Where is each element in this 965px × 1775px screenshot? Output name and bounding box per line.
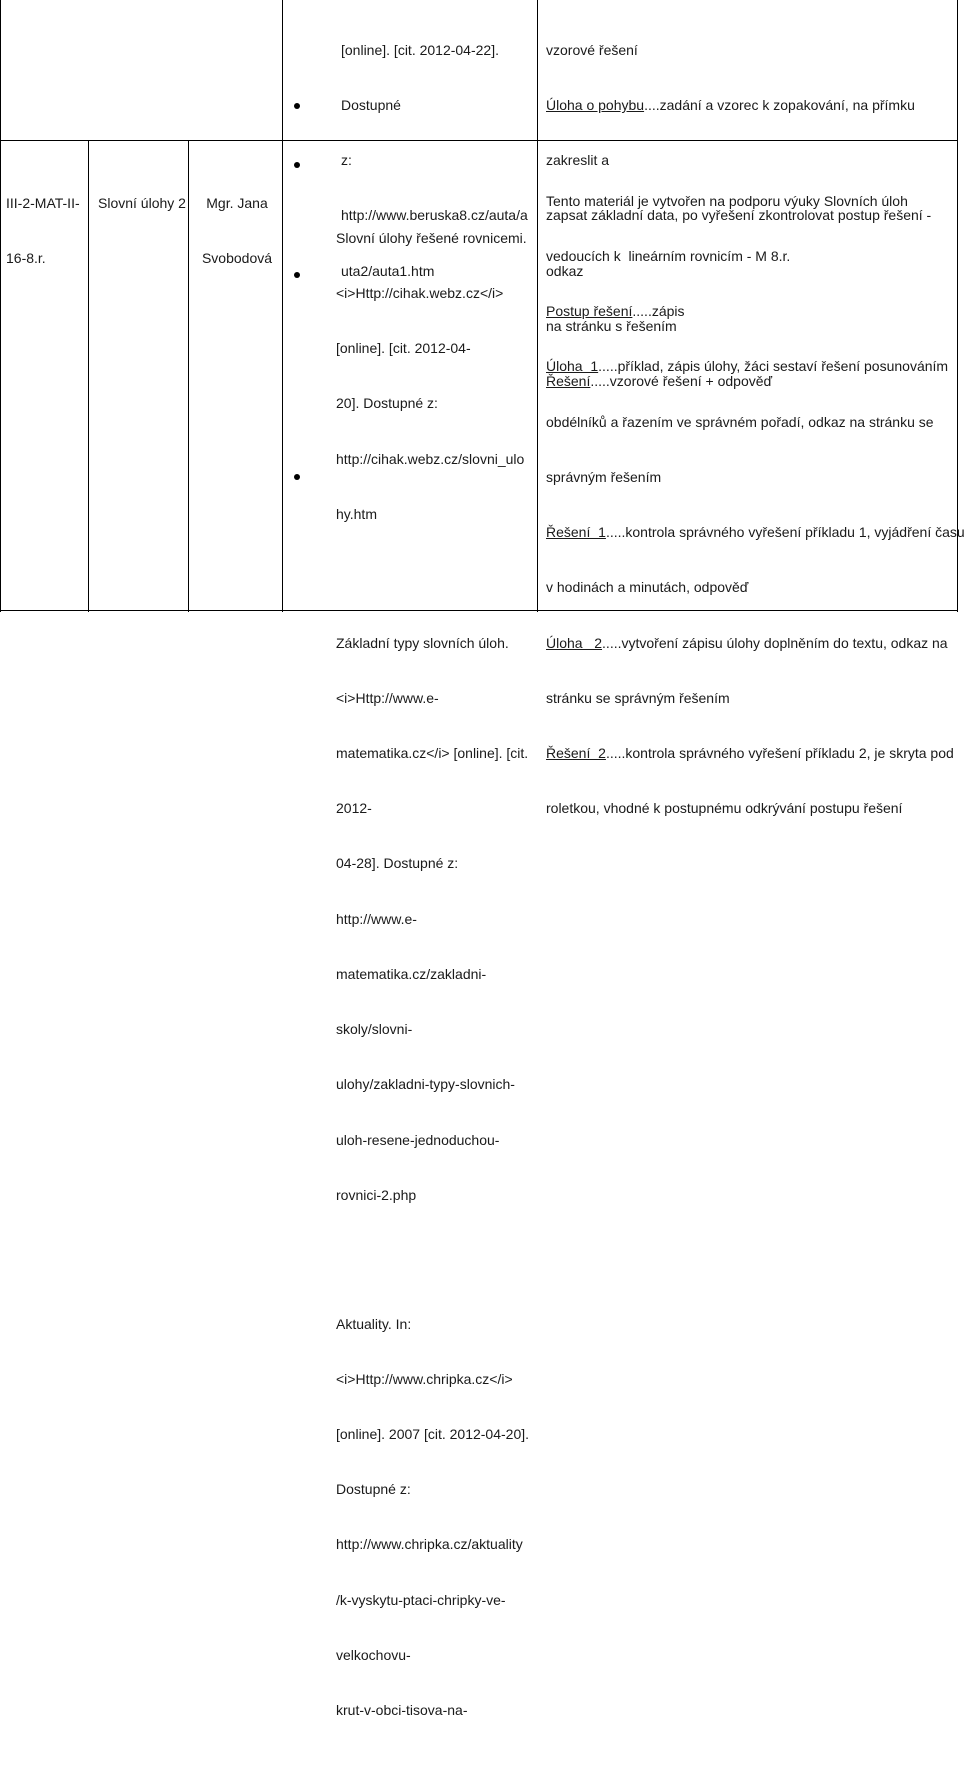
source-line: 04-28]. Dostupné z: bbox=[336, 855, 459, 872]
desc-line: v hodinách a minutách, odpověď bbox=[546, 579, 749, 596]
source-line: <i>Http://cihak.webz.cz</i> bbox=[336, 284, 504, 301]
desc-line: zapsat základní data, po vyřešení zkontrolovat postup řešení - bbox=[546, 207, 932, 224]
desc-line: obdélníků a řazením ve správném pořadí, odkaz na stránku se bbox=[546, 413, 934, 430]
source-line: matematika.cz/zakladni- bbox=[336, 965, 487, 982]
table-border-left bbox=[0, 0, 1, 612]
source-line: [online]. [cit. 2012-04- bbox=[336, 340, 471, 357]
col-divider-3 bbox=[282, 0, 283, 612]
citation-line: Dostupné bbox=[341, 97, 401, 114]
list-bullet bbox=[294, 272, 300, 278]
col-divider-2 bbox=[188, 140, 189, 612]
desc-line: na stránku s řešením bbox=[546, 317, 677, 334]
citation-line: z: bbox=[341, 152, 352, 169]
col-divider-4 bbox=[537, 0, 538, 612]
material-title: Slovní úlohy 2 bbox=[98, 194, 186, 211]
source-2 bbox=[336, 597, 529, 1241]
desc-line: vzorové řešení bbox=[546, 41, 638, 58]
desc-line: odkaz bbox=[546, 262, 584, 279]
reseni-1-link[interactable]: Řešení 1 bbox=[546, 524, 606, 541]
source-line: velkochovu- bbox=[336, 1646, 411, 1663]
desc-line: Úloha 1.....příklad, zápis úlohy, žáci sestaví řešení posunováním bbox=[546, 358, 949, 375]
source-line: Základní typy slovních úloh. bbox=[336, 634, 509, 651]
reseni-2-link[interactable]: Řešení 2 bbox=[546, 745, 606, 761]
source-line: ulohy/zakladni-typy-slovnich- bbox=[336, 1076, 515, 1093]
source-line: [online]. 2007 [cit. 2012-04-20]. bbox=[336, 1426, 530, 1443]
source-line: http://www.chripka.cz/aktuality bbox=[336, 1536, 523, 1553]
source-line: uloh-resene-jednoduchou- bbox=[336, 1131, 500, 1148]
uloha-1-link[interactable]: Úloha 1 bbox=[546, 358, 599, 375]
postup-reseni-link[interactable]: Postup řešení bbox=[546, 303, 633, 320]
citation-line: http://www.beruska8.cz/auta/a bbox=[341, 207, 528, 224]
uloha-2-link[interactable]: Úloha 2 bbox=[546, 634, 603, 651]
desc-line: Řešení.....vzorové řešení + odpověď bbox=[546, 373, 773, 390]
desc-line: Řešení 1.....kontrola správného vyřešení příkladu 1, vyjádření času bbox=[546, 524, 965, 541]
source-line: <i>Http://www.chripka.cz</i> bbox=[336, 1370, 513, 1387]
material-code-grade: 16-8.r. bbox=[6, 250, 46, 267]
source-line: skoly/slovni- bbox=[336, 1021, 413, 1038]
source-1 bbox=[336, 192, 529, 560]
list-bullet bbox=[294, 162, 300, 168]
uloha-link[interactable]: Úloha o pohybu bbox=[546, 97, 645, 114]
description-cell bbox=[546, 155, 965, 836]
list-bullet bbox=[294, 474, 300, 480]
citation-line: [online]. [cit. 2012-04-22]. bbox=[341, 41, 499, 58]
list-bullet bbox=[294, 103, 300, 109]
source-line: http://www.e- bbox=[336, 910, 417, 927]
citation-line: uta2/auta1.htm bbox=[341, 262, 435, 279]
source-line: 2012- bbox=[336, 800, 372, 817]
sources-cell bbox=[336, 155, 529, 1775]
source-line: krut-v-obci-tisova-na- bbox=[336, 1702, 468, 1719]
desc-line: zakreslit a bbox=[546, 152, 610, 169]
reseni-link[interactable]: Řešení bbox=[546, 373, 591, 390]
desc-line: správným řešením bbox=[546, 468, 662, 485]
desc-line: Úloha o pohybu....zadání a vzorec k zopakování, na přímku bbox=[546, 97, 915, 114]
col-divider-1 bbox=[88, 140, 89, 612]
desc-line: Úloha 2.....vytvoření zápisu úlohy doplněním do textu, odkaz na bbox=[546, 634, 948, 651]
source-line: <i>Http://www.e- bbox=[336, 689, 439, 706]
source-line: rovnici-2.php bbox=[336, 1186, 417, 1203]
desc-line: roletkou, vhodné k postupnému odkrývání postupu řešení bbox=[546, 800, 903, 817]
desc-line: Řešení 2.....kontrola správného vyřešení příkladu 2, je skryta pod bbox=[546, 745, 954, 761]
title-cell bbox=[98, 157, 186, 231]
source-line: hy.htm bbox=[336, 505, 377, 522]
desc-intro: Tento materiál je vytvořen na podporu výuky Slovních úloh bbox=[546, 192, 908, 209]
author-cell bbox=[197, 157, 277, 286]
material-code: III-2-MAT-II- bbox=[6, 194, 80, 211]
source-line: Slovní úlohy řešené rovnicemi. bbox=[336, 229, 527, 246]
author-surname: Svobodová bbox=[201, 250, 273, 267]
source-line: http://cihak.webz.cz/slovni_ulo bbox=[336, 450, 525, 467]
source-line: Dostupné z: bbox=[336, 1481, 411, 1498]
desc-intro: vedoucích k lineárním rovnicím - M 8.r. bbox=[546, 248, 791, 265]
code-cell bbox=[6, 157, 80, 286]
source-line: 20]. Dostupné z: bbox=[336, 395, 438, 412]
source-3 bbox=[336, 1278, 529, 1757]
desc-line: Postup řešení.....zápis bbox=[546, 303, 685, 320]
source-line: matematika.cz</i> [online]. [cit. bbox=[336, 745, 529, 761]
source-line: Aktuality. In: bbox=[336, 1315, 412, 1332]
desc-line: stránku se správným řešením bbox=[546, 689, 730, 706]
author-name: Mgr. Jana bbox=[206, 194, 268, 211]
source-line: /k-vyskytu-ptaci-chripky-ve- bbox=[336, 1591, 506, 1608]
